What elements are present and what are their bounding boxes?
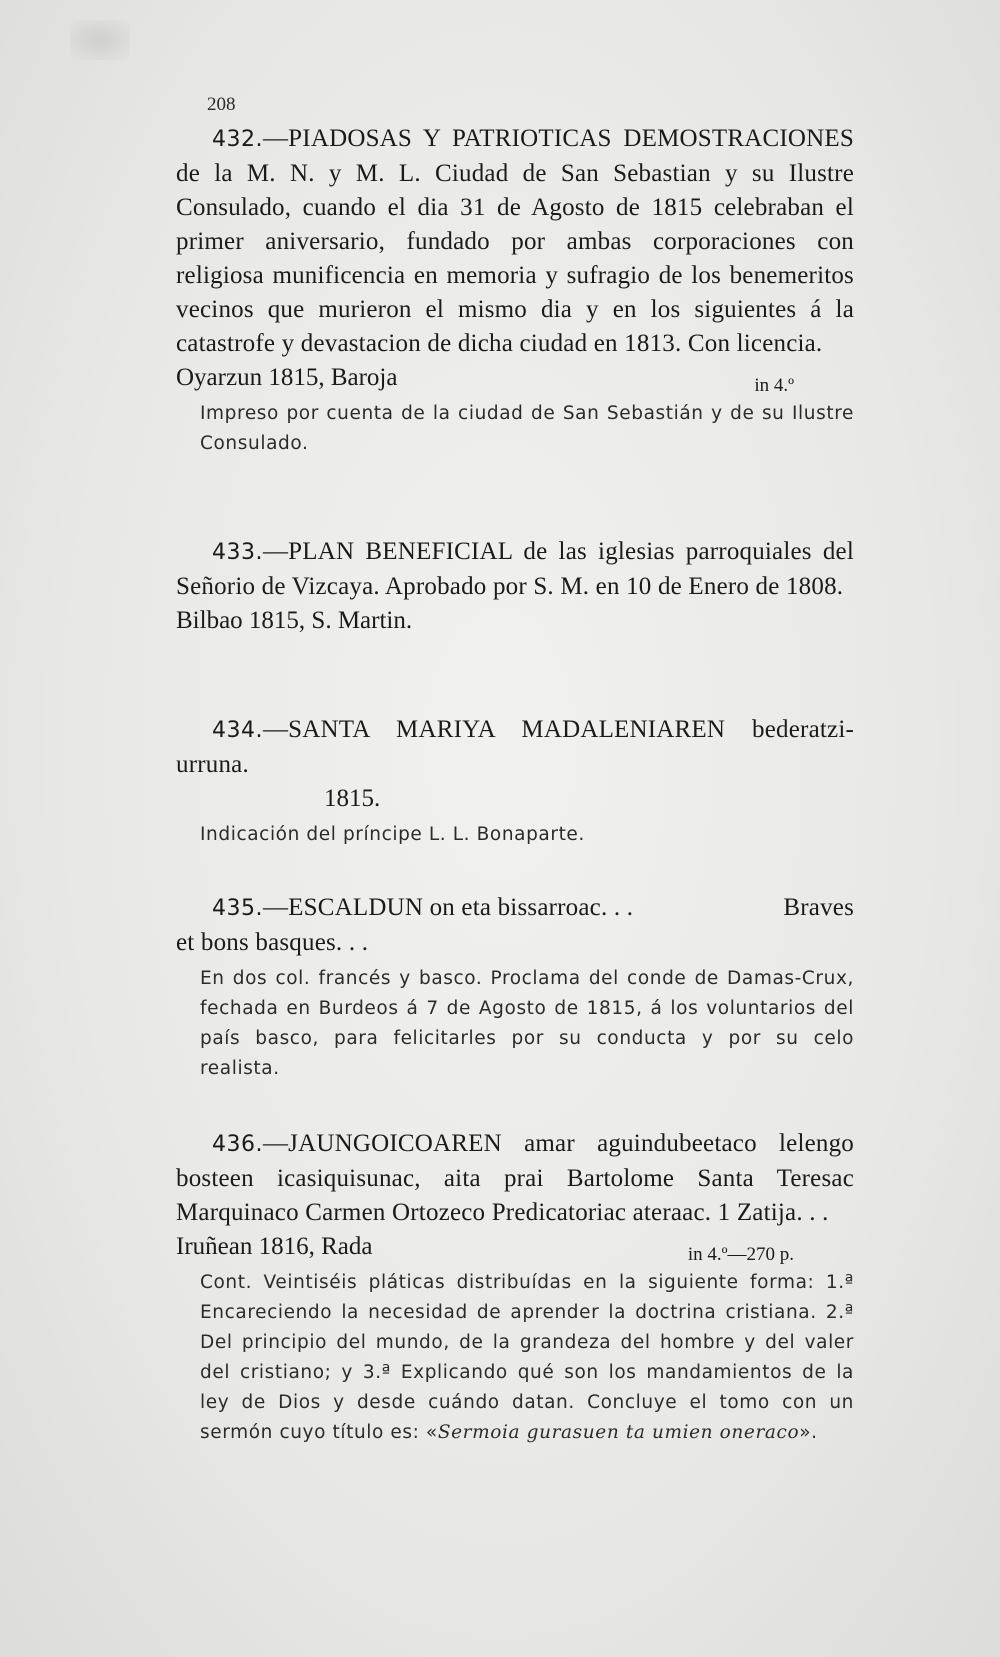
entry-number: 435.: [212, 896, 263, 921]
entry-title: —PLAN BENEFICIAL de las iglesias parroquiales del Señorio de Vizcaya. Aprobado por S. M. en 10 de Enero de 1808.: [176, 538, 854, 600]
bibliographic-note: En dos col. francés y basco. Proclama del conde de Damas-Crux, fechada en Burdeos á 7 de Agosto de 1815, á los voluntarios del país basco, para felicitarles por su conducta y por su celo realista.: [200, 968, 854, 1079]
entry-number: 433.: [212, 540, 263, 565]
imprint-year: 1815.: [324, 785, 381, 812]
entry-title: —SANTA MARIYA MADALENIAREN bederatzi-urruna.: [176, 716, 854, 778]
imprint-line: [176, 782, 854, 816]
imprint-place-year-printer: Oyarzun 1815, Baroja: [176, 364, 398, 391]
entry-heading: [176, 1127, 854, 1230]
entry-number: 436.: [212, 1132, 263, 1157]
entry-title: —PIADOSAS Y PATRIOTICAS DEMOSTRACIONES de la M. N. y M. L. Ciudad de San Sebastian y su Ilustre Consulado, cuando el dia 31 de Agosto de 1815 celebraban el primer aniversario, fundado por ambas corporaciones con religiosa munificencia en memoria y sufragio de los benemeritos vecinos que murieron el mismo dia y en los siguientes á la catastrofe y devastacion de dicha ciudad en 1813. Con licencia.: [176, 125, 854, 357]
imprint-line: [176, 1230, 854, 1264]
entry-title: —JAUNGOICOAREN amar aguindubeetaco lelengo bosteen icasiquisunac, aita prai Bartolome Santa Teresac Marquinaco Carmen Ortozeco Predicatoriac ateraac. 1 Zatija. . .: [176, 1130, 854, 1226]
entry-title: —ESCALDUN on eta bissarroac. . .: [262, 894, 634, 921]
bibliographic-note: Cont. Veintiséis pláticas distribuídas en la siguiente forma: 1.ª Encareciendo la necesidad de aprender la doctrina cristiana. 2.ª Del principio del mundo, de la grandeza del hombre y del valer del cristiano; y 3.ª Explicando qué son los mandamientos de la ley de Dios y desde cuándo datan. Concluye el tomo con un sermón cuyo título es: «Sermoia gurasuen ta umien oneraco».: [200, 1272, 854, 1443]
entry-heading: [176, 122, 854, 361]
bibliographic-note: Indicación del príncipe L. L. Bonaparte.: [200, 824, 585, 845]
format: in 4.º—270 p.: [687, 1244, 794, 1265]
entry-434: [176, 713, 854, 850]
imprint-place-year-printer: Iruñean 1816, Rada: [176, 1233, 373, 1260]
entry-435: [176, 891, 854, 1084]
sermon-title: Sermoia gurasuen ta umien oneraco: [437, 1422, 800, 1443]
entry-432: [176, 122, 854, 459]
bibliographic-note: Impreso por cuenta de la ciudad de San Sebastián y de su Ilustre Consulado.: [200, 403, 854, 454]
entry-number: 434.: [212, 718, 263, 743]
format: in 4.º: [754, 375, 794, 396]
page-number: 208: [207, 94, 236, 115]
paper-smudge: [70, 20, 130, 60]
imprint-line: [176, 604, 854, 638]
entry-433: [176, 535, 854, 638]
entry-title-continued: et bons basques. . .: [176, 929, 369, 956]
entry-436: [176, 1127, 854, 1448]
entry-title-french: Braves: [783, 894, 854, 921]
imprint-line: [176, 361, 854, 395]
entry-heading: [176, 713, 854, 782]
entry-heading: [176, 891, 854, 960]
entry-number: 432.: [212, 127, 263, 152]
entry-heading: [176, 535, 854, 604]
imprint-place-year-printer: Bilbao 1815, S. Martin.: [176, 607, 413, 634]
